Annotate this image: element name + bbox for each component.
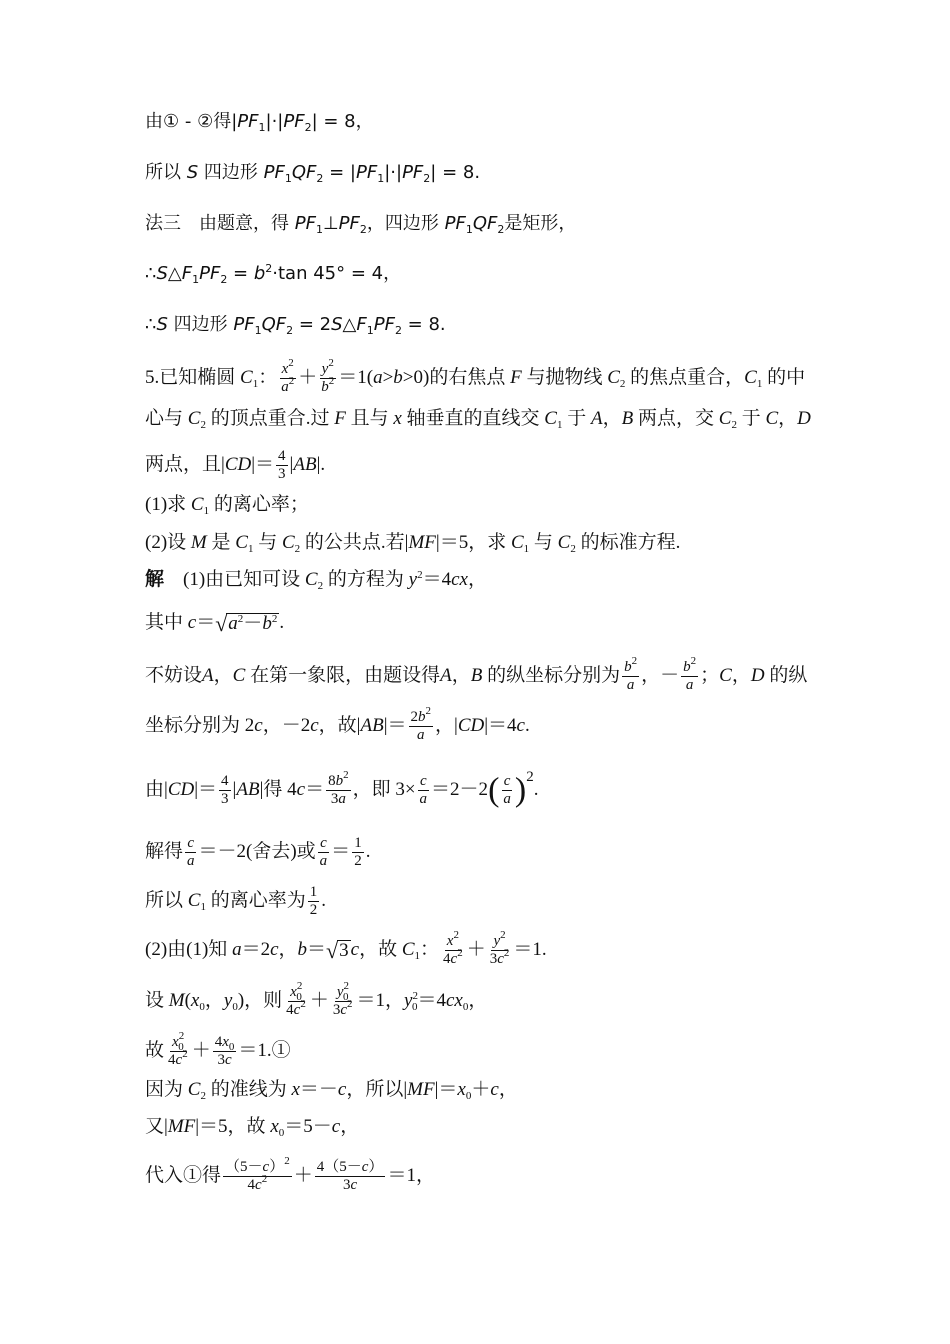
fraction-c-a-2: $\frac{c}{a}$	[319, 835, 328, 869]
right-paren: )	[514, 771, 527, 809]
solution-line-2: 所以 S 四边形 $PF_1QF_2 = |PF_1|\cdot|PF_2| = 8$.	[145, 162, 481, 185]
fraction-b2-a-negative: $\frac{b^2}{a}$	[683, 655, 697, 693]
problem-statement-line-2: 心与 $C_2$ 的顶点重合.过 F 且与 x 轴垂直的直线交 $C_1$ 于 A，B 两点，交 $C_2$ 于 C，D	[145, 408, 811, 431]
fraction-c-a-1: $\frac{c}{a}$	[187, 835, 195, 869]
radical-sign: √	[326, 937, 339, 963]
answer-line-4: 坐标分别为 2c，－2c，故|AB|＝ $\frac{2b^2}{a}$ ，|CD|＝4c.	[145, 705, 530, 743]
answer-line-12: 又|MF|＝5，故 $x_0=5-c$，	[145, 1116, 360, 1139]
radical-sign: √	[215, 610, 228, 636]
fraction-y2-b2: $\frac{y^2}{b^2}$	[321, 357, 335, 395]
solution-line-3: 法三 由题意，得 $PF_1\perp PF_2$，四边形 $PF_1QF_2$是矩形，	[145, 213, 577, 236]
answer-line-7: 所以 $C_1$ 的离心率为 $\frac{1}{2}$ .	[145, 884, 326, 918]
question-part-2: (2)设 M 是 $C_1$ 与 $C_2$ 的公共点.若|MF|＝5，求 $C_1$ 与 $C_2$ 的标准方程.	[145, 532, 681, 555]
fraction-x0sq-4c2-b: $\frac{x^2_0}{4c^2}$	[168, 1030, 188, 1068]
answer-line-2: 其中 c＝ √ $a^2-b^2$ .	[145, 610, 285, 636]
answer-line-1: 解 (1)由已知可设 $C_2$ 的方程为 $y^2=4cx$，	[145, 569, 487, 592]
fraction-y0sq-3c2: $\frac{y^2_0}{3c^2}$	[332, 980, 353, 1018]
fraction-4-3: $\frac{4}{3}$	[278, 448, 286, 482]
fraction-x0sq-4c2: $\frac{x^2_0}{4c^2}$	[286, 980, 306, 1018]
fraction-x2-a2: $\frac{x^2}{a^2}$	[281, 357, 295, 395]
fraction-4-5-c-3c: $\frac{4(5-c)}{3c}$	[316, 1159, 384, 1193]
fraction-b2-a: $\frac{b^2}{a}$	[624, 655, 638, 693]
problem-statement-line-1: 5.已知椭圆 $C_1$： $\frac{x^2}{a^2}$ ＋ $\frac{y^2}{b^2}$ ＝1(a>b>0)的右焦点 F 与抛物线 $C_2$ 的焦点重合，$C_1$ 的中	[145, 357, 806, 395]
answer-line-9: 设 $M(x_0$，$y_0$)，则 $\frac{x^2_0}{4c^2}$ ＋ $\frac{y^2_0}{3c^2}$ ＝1，$y^2_0=4cx_0$，	[145, 980, 488, 1018]
left-paren: (	[488, 771, 500, 809]
fraction-c-a-squared: $\frac{c}{a}$	[503, 773, 511, 807]
solution-line-1: 由① - ②得$|PF_1|\cdot|PF_2| = 8$，	[145, 111, 374, 134]
fraction-c-a: $\frac{c}{a}$	[419, 773, 428, 807]
fraction-4x0-3c: $\frac{4x_0}{3c}$	[214, 1034, 235, 1068]
fraction-1-2-eccentricity: $\frac{1}{2}$	[309, 884, 318, 918]
problem-statement-line-3: 两点，且|CD|＝ $\frac{4}{3}$ |AB|.	[145, 448, 326, 482]
fraction-8b2-3a: $\frac{8b^2}{3a}$	[328, 769, 349, 807]
fraction-2b2-a: $\frac{2b^2}{a}$	[410, 705, 431, 743]
answer-label: 解	[145, 569, 165, 590]
fraction-5-c-sq-4c2: $\frac{(5-c)^2}{4c^2}$	[225, 1155, 290, 1193]
answer-line-10: 故 $\frac{x^2_0}{4c^2}$ ＋ $\frac{4x_0}{3c}$ ＝1.①	[145, 1030, 291, 1068]
sqrt-a2-b2: √ $a^2-b^2$	[215, 610, 278, 636]
solution-line-4: $\therefore S\triangle F_1PF_2 = b^2\cdot\tan$ 45° = 4，	[145, 262, 402, 286]
fraction-1-2: $\frac{1}{2}$	[354, 835, 362, 869]
answer-line-11: 因为 $C_2$ 的准线为 x＝－c，所以$|MF|=x_0+c$，	[145, 1079, 518, 1102]
answer-line-3: 不妨设A，C 在第一象限，由题设得A，B 的纵坐标分别为 $\frac{b^2}{a}$ ，－ $\frac{b^2}{a}$ ；C，D 的纵	[145, 655, 808, 693]
question-part-1: (1)求 $C_1$ 的离心率；	[145, 494, 309, 517]
solution-line-5: ∴S 四边形 $PF_1QF_2$ = $2S\triangle F_1PF_2 = 8$.	[145, 314, 446, 337]
fraction-y2-3c2: $\frac{y^2}{3c^2}$	[489, 929, 510, 967]
answer-line-5: 由|CD|＝ $\frac{4}{3}$ |AB|得 4c＝ $\frac{8b^2}{3a}$ ，即 3× $\frac{c}{a}$ ＝2－2( $\frac{c}{a}$ )$^2$.	[145, 768, 539, 809]
answer-line-6: 解得 $\frac{c}{a}$ ＝－2(舍去)或 $\frac{c}{a}$ ＝ $\frac{1}{2}$ .	[145, 835, 371, 869]
answer-line-13: 代入①得 $\frac{(5-c)^2}{4c^2}$ ＋ $\frac{4(5-c)}{3c}$ ＝1，	[145, 1155, 435, 1193]
sqrt-3: √ 3	[326, 937, 349, 963]
fraction-4-3-b: $\frac{4}{3}$	[221, 773, 229, 807]
answer-line-8: (2)由(1)知 a＝2c，b＝ √ 3 c，故 $C_1$： $\frac{x^2}{4c^2}$ ＋ $\frac{y^2}{3c^2}$ ＝1.	[145, 929, 547, 967]
fraction-x2-4c2: $\frac{x^2}{4c^2}$	[443, 929, 463, 967]
